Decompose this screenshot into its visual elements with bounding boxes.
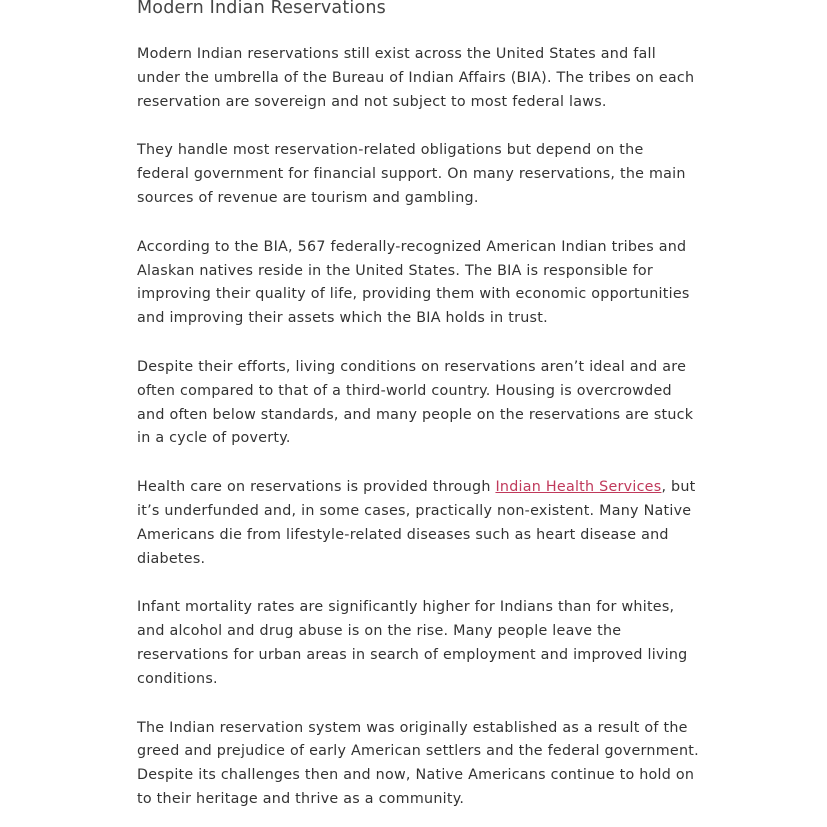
paragraph-2: They handle most reservation-related obligations but depend on the federal government for financial support. On many reservations, the main sources of revenue are tourism and gambling. bbox=[137, 142, 686, 206]
paragraph-5-text-before: Health care on reservations is provided through bbox=[137, 479, 496, 496]
paragraph-1: Modern Indian reservations still exist across the United States and fall under the umbrella of the Bureau of Indian Affairs (BIA). The tribes on each reservation are sovereign and not subject to most federal laws. bbox=[137, 46, 695, 110]
paragraph-7: The Indian reservation system was originally established as a result of the greed and prejudice of early American settlers and the federal government. Despite its challenges then and now, Native Americans continue to hold on to their heritage and thrive as a community. bbox=[137, 719, 699, 807]
indian-health-services-link[interactable]: Indian Health Services bbox=[495, 479, 662, 496]
paragraph-4: Despite their efforts, living conditions on reservations aren’t ideal and are often compared to that of a third-world country. Housing is overcrowded and often below standards, and many people on the reservations are stuck in a cycle of poverty. bbox=[137, 358, 694, 447]
paragraph-5-text-after: , but it’s underfunded and, in some cases, practically non-existent. Many Native Americans die from lifestyle-related diseases such as heart disease and diabetes. bbox=[137, 479, 696, 567]
paragraph-5 bbox=[137, 476, 699, 571]
section-heading: Modern Indian Reservations bbox=[137, 0, 386, 18]
paragraph-3: According to the BIA, 567 federally-recognized American Indian tribes and Alaskan natives reside in the United States. The BIA is responsible for improving their quality of life, providing them with economic opportunities and improving their assets which the BIA holds in trust. bbox=[137, 238, 690, 327]
article bbox=[137, 0, 699, 812]
paragraph-6: Infant mortality rates are significantly higher for Indians than for whites, and alcohol and drug abuse is on the rise. Many people leave the reservations for urban areas in search of employment and improved living conditions. bbox=[137, 599, 688, 687]
